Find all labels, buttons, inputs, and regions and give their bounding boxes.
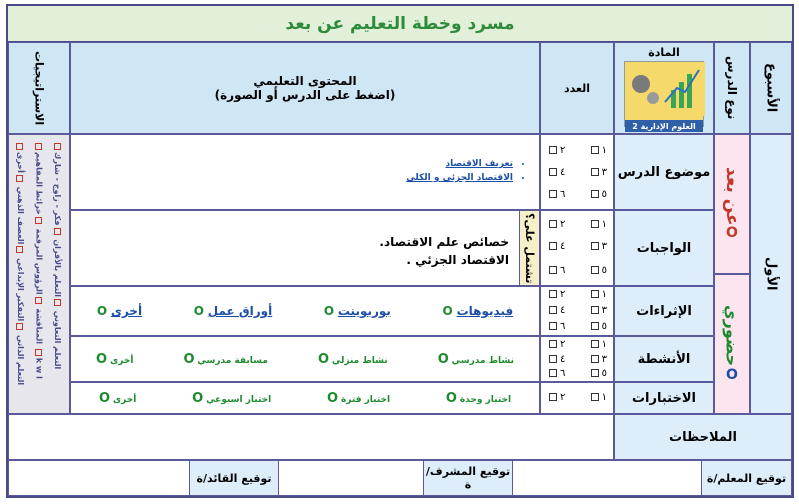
strategy-column (53, 141, 62, 407)
week-header: الأسبوع (750, 42, 792, 134)
homework-line: خصائص علم الاقتصاد. (379, 235, 509, 249)
strategies-list (8, 134, 70, 414)
count-checkbox[interactable]: ٢ (549, 339, 565, 350)
enrichment-content (70, 286, 540, 336)
activity-option[interactable]: مسابقة مدرسي O (183, 351, 268, 367)
notes-label: الملاحظات (614, 414, 792, 460)
count-checkbox[interactable]: ٦ (549, 368, 565, 379)
activity-option[interactable]: أخرى O (96, 351, 134, 367)
count-checkbox[interactable]: ٥ (591, 368, 607, 379)
strategy-item[interactable]: التعلم الذاتي (15, 335, 25, 386)
count-checkbox[interactable]: ١ (591, 219, 607, 230)
teacher-signature-field[interactable] (521, 461, 701, 495)
count-checkbox[interactable]: ٤ (549, 167, 565, 178)
count-checkbox[interactable]: ٦ (549, 189, 565, 200)
strategy-item[interactable]: المناقشة (34, 308, 44, 345)
lesson-type-header: نوع الدرس (714, 42, 750, 134)
homework-lines (379, 233, 509, 269)
leader-signature-field[interactable] (9, 461, 189, 495)
strategy-item[interactable]: الرؤوس المرقمة (34, 228, 44, 295)
signatures-row (8, 460, 792, 496)
count-checkbox[interactable]: ١ (591, 145, 607, 156)
activities-content (70, 336, 540, 382)
content-title: المحتوى التعليمي (253, 74, 357, 88)
row-homework-label: الواجبات (614, 210, 714, 286)
strategies-header: الاستراتيجيات (8, 42, 70, 134)
count-checkbox[interactable]: ٣ (591, 305, 607, 316)
count-activities (540, 336, 614, 382)
count-checkbox[interactable]: ٣ (591, 354, 607, 365)
count-checkbox[interactable]: ٢ (549, 219, 565, 230)
count-checkbox[interactable]: ١ (591, 339, 607, 350)
week-value: الأول (750, 134, 792, 414)
strategy-item[interactable]: التعلم التعاوني (53, 310, 63, 370)
count-checkbox[interactable]: ١ (591, 392, 607, 403)
count-checkbox[interactable]: ٤ (549, 354, 565, 365)
count-checkbox[interactable]: ٦ (549, 321, 565, 332)
count-checkbox[interactable]: ٢ (549, 145, 565, 156)
count-checkbox[interactable]: ٤ (549, 305, 565, 316)
count-header: العدد (540, 42, 614, 134)
enrichment-option[interactable]: أخرى O (96, 304, 143, 318)
test-option[interactable]: اختبار اسبوعي O (192, 390, 272, 406)
content-hint: (اضغط على الدرس أو الصورة) (214, 88, 396, 102)
count-checkbox[interactable]: ٥ (591, 265, 607, 276)
count-checkbox[interactable]: ٢ (549, 289, 565, 300)
count-checkbox[interactable]: ٦ (549, 265, 565, 276)
homework-side-label: تشتمل على؟ (519, 211, 539, 285)
homework-line: الاقتصاد الجزئي . (406, 253, 509, 267)
test-option[interactable]: أخرى O (98, 390, 137, 406)
topic-link[interactable]: • الاقتصاد الجزئي و الكلي (406, 173, 513, 183)
count-checkbox[interactable]: ٤ (549, 241, 565, 252)
count-checkbox[interactable]: ٢ (549, 392, 565, 403)
count-checkbox[interactable]: ٣ (591, 167, 607, 178)
strategy-column (34, 141, 43, 407)
test-option[interactable]: اختبار وحدة O (445, 390, 512, 406)
subject-image[interactable] (624, 61, 704, 131)
content-header (70, 42, 540, 134)
activity-option[interactable]: نشاط مدرسي O (437, 351, 514, 367)
notes-field[interactable] (8, 414, 614, 460)
strategy-item[interactable]: خرائط المفاهيم (34, 152, 44, 215)
enrichment-option[interactable]: فيديوهات O (442, 304, 514, 318)
tests-content (70, 382, 540, 414)
strategy-item[interactable]: التفكير الإبداعي (15, 258, 25, 322)
count-checkbox[interactable]: ٣ (591, 241, 607, 252)
enrichment-option[interactable]: بوربوينت O (323, 304, 391, 318)
economy-chart-icon (625, 62, 705, 116)
strategy-item[interactable]: التعلم بالأقران (53, 239, 63, 297)
lesson-type-remote[interactable]: عن بعد O (714, 134, 750, 274)
teacher-signature-label: توقيع المعلم/ة (701, 461, 791, 495)
row-tests-label: الاختبارات (614, 382, 714, 414)
count-checkbox[interactable]: ٥ (591, 321, 607, 332)
count-homework (540, 210, 614, 286)
row-enrichment-label: الإثراءات (614, 286, 714, 336)
count-topic (540, 134, 614, 210)
row-topic-label: موضوع الدرس (614, 134, 714, 210)
strategy-item[interactable]: أخرى (15, 152, 25, 173)
strategy-column (16, 141, 25, 407)
strategy-item[interactable]: k w l (34, 357, 44, 379)
supervisor-signature-label: توقيع المشرف/ة (423, 461, 513, 495)
leader-signature-label: توقيع القائد/ة (189, 461, 279, 495)
supervisor-signature-field[interactable] (279, 461, 423, 495)
test-option[interactable]: اختبار فترة O (327, 390, 391, 406)
count-checkbox[interactable]: ١ (591, 289, 607, 300)
lesson-type-inperson[interactable]: حضوري O (714, 274, 750, 414)
homework-content (70, 210, 540, 286)
count-checkbox[interactable]: ٥ (591, 189, 607, 200)
strategy-item[interactable]: فكر - زاوج - شارك (53, 152, 63, 226)
strategy-item[interactable]: العصف الذهني (15, 186, 25, 245)
count-enrichment (540, 286, 614, 336)
subject-header: المادة العلوم الإدارية 2 (614, 42, 714, 134)
activity-option[interactable]: نشاط منزلي O (317, 351, 388, 367)
topic-link[interactable]: • تعريف الاقتصاد (406, 159, 513, 169)
count-tests (540, 382, 614, 414)
topic-content (70, 134, 540, 210)
page-title: مسرد وخطة التعليم عن بعد (8, 6, 792, 42)
enrichment-option[interactable]: أوراق عمل O (193, 304, 273, 318)
plan-frame (6, 4, 794, 498)
subject-caption: العلوم الإدارية 2 (625, 120, 703, 132)
row-activities-label: الأنشطة (614, 336, 714, 382)
